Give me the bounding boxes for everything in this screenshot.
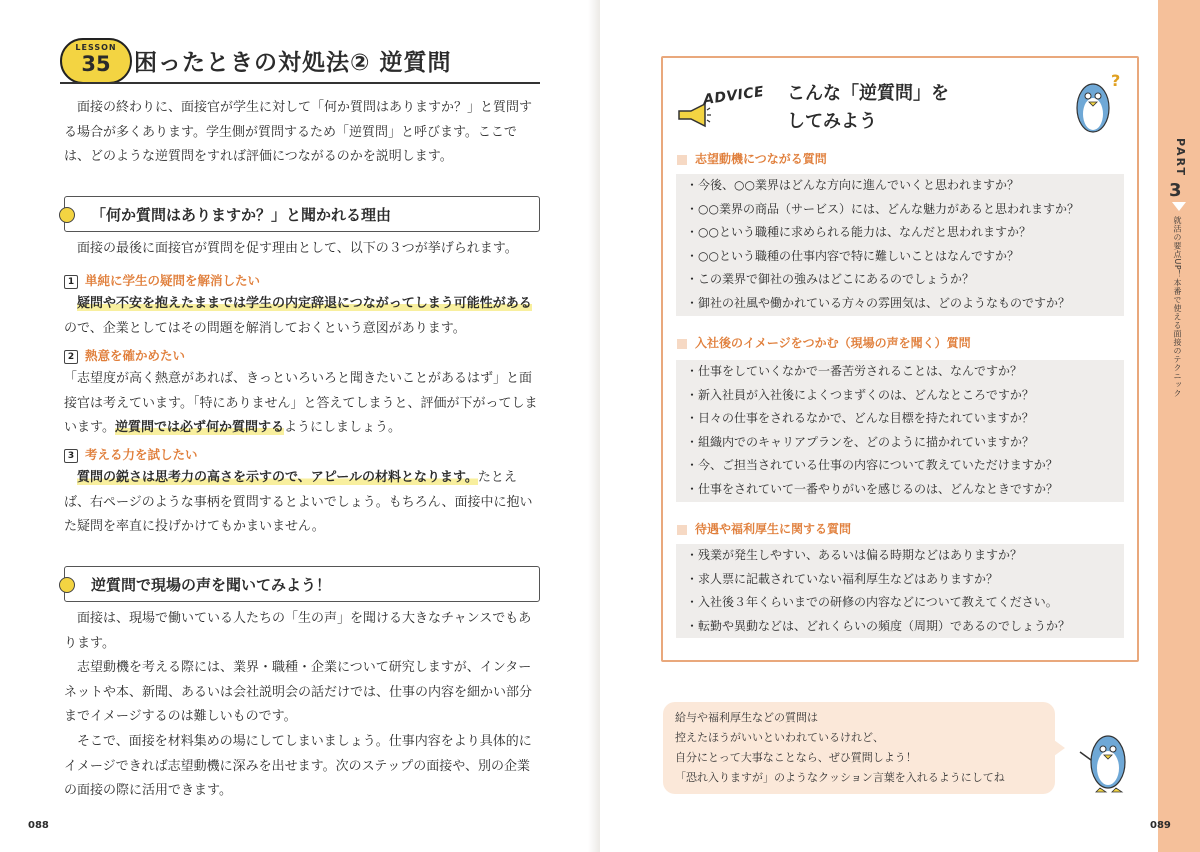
reason-body	[64, 466, 542, 540]
svg-text:?: ?	[1111, 71, 1121, 90]
part-number: 3	[1169, 180, 1182, 201]
page-number-left: 088	[28, 820, 49, 831]
part-tab	[1158, 0, 1200, 852]
question-item: ・今後、○○業界はどんな方向に進んでいくと思われますか？	[686, 178, 1019, 192]
category-title-image	[677, 334, 971, 351]
paragraph: そこで、面接を材料集めの場にしてしまいましょう。仕事内容をより具体的にイメージできれば志望動機に深みを出せます。次のステップの面接や、別の企業の面接の際に活用できます。	[64, 733, 532, 799]
title-underline	[60, 82, 540, 84]
bubble-line: 自分にとって大事なことなら、ぜひ質問しよう！	[675, 751, 917, 764]
bubble-line: 「恐れ入りますが」のようなクッション言葉を入れるようにしてね	[675, 771, 1005, 784]
section-heading-reason	[64, 196, 540, 232]
page-number-right: 089	[1150, 820, 1171, 831]
reason-heading	[64, 345, 542, 367]
advice-title	[787, 80, 949, 136]
section-heading-voice	[64, 566, 540, 602]
reason-item-3	[64, 444, 542, 540]
intro-paragraph: 面接の終わりに、面接官が学生に対して「何か質問はありますか？」と質問する場合が多くあります。学生側が質問するため「逆質問」と呼びます。ここでは、どのような逆質問をすれば評価につながるのかを説明します。	[64, 100, 533, 165]
number-box: 3	[64, 449, 78, 463]
question-item: ・新入社員が入社後によくつまずくのは、どんなところですか？	[686, 387, 1034, 402]
reason-item-2	[64, 345, 542, 441]
question-list-benefits	[676, 544, 1124, 638]
intro-text	[64, 96, 542, 170]
section1-lead	[64, 237, 542, 262]
advice-label: ADVICE	[702, 83, 766, 109]
number-box: 1	[64, 275, 78, 289]
lesson-number: 35	[81, 52, 111, 76]
question-item: ・御社の社風や働かれている方々の雰囲気は、どのようなものですか？	[686, 295, 1071, 310]
body-tail: ようにしましょう。	[283, 420, 401, 436]
question-item: ・残業が発生しやすい、あるいは偏る時期などはありますか？	[686, 548, 1023, 562]
category-label: 志望動機につながる質問	[695, 152, 827, 166]
reason-title: 熱意を確かめたい	[85, 348, 186, 363]
advice-panel	[661, 56, 1139, 662]
question-item: ・○○業界の商品（サービス）には、どんな魅力があると思われますか？	[686, 201, 1079, 216]
question-item: ・○○という職種に求められる能力は、なんだと思われますか？	[686, 225, 1031, 240]
lesson-label: LESSON	[75, 43, 117, 52]
reason-heading	[64, 444, 542, 466]
section2-text	[64, 607, 542, 804]
triangle-icon	[1172, 202, 1186, 211]
question-list-image	[676, 360, 1124, 502]
body-text: たとえば、右ページのような事柄を質問するとよいでしょう。もちろん、面接中に抱いた疑問を率直に投げかけてもかまいません。	[64, 470, 533, 535]
reason-heading	[64, 270, 542, 292]
highlighted-text: 疑問や不安を抱えたままでは学生の内定辞退につながってしまう可能性がある	[77, 296, 532, 311]
question-item: ・求人票に記載されていない福利厚生などはありますか？	[686, 571, 999, 586]
body-text: ので、企業としてはその問題を解消しておくという意図があります。	[64, 320, 466, 336]
body-text: 「志望度が高く熱意があれば、きっといろいろと聞きたいことがあるはず」と面接官は考えています。「特にありません」と答えてしまうと、評価が下がってしまいます。	[64, 371, 538, 436]
advice-title-line2: してみよう	[787, 111, 877, 132]
speech-bubble	[663, 702, 1055, 794]
reason-body	[64, 292, 542, 341]
reason-title: 単純に学生の疑問を解消したい	[85, 273, 261, 288]
question-item: ・仕事をしていくなかで一番苦労されることは、なんですか？	[686, 364, 1023, 378]
part-label: PART	[1174, 138, 1187, 178]
section-heading-text: 「何か質問はありますか？」と聞かれる理由	[91, 206, 392, 224]
question-item: ・仕事をされていて一番やりがいを感じるのは、どんなときですか？	[686, 481, 1059, 496]
category-label: 入社後のイメージをつかむ（現場の声を聞く）質問	[695, 336, 971, 350]
category-label: 待遇や福利厚生に関する質問	[695, 522, 852, 536]
highlighted-text: 逆質問では必ず何か質問する	[114, 420, 284, 436]
bubble-line: 給与や福利厚生などの質問は	[675, 711, 818, 724]
lead-text: 面接の最後に面接官が質問を促す理由として、以下の３つが挙げられます。	[77, 241, 518, 256]
left-page	[0, 0, 590, 852]
reason-body	[64, 367, 542, 441]
question-item: ・今、ご担当されている仕事の内容について教えていただけますか？	[686, 458, 1058, 473]
part-subtitle: 就活の要点UP！本番で使える面接のテクニック	[1173, 216, 1182, 398]
question-item: ・入社後３年くらいまでの研修の内容などについて教えてください。	[686, 595, 1058, 610]
question-list-motive	[676, 174, 1124, 316]
reason-title: 考える力を試したい	[85, 447, 198, 462]
question-item: ・転勤や異動などは、どれくらいの頻度（周期）であるのでしょうか？	[686, 618, 1071, 633]
question-item: ・この業界で御社の強みはどこにあるのでしょうか？	[686, 272, 975, 287]
category-title-benefits	[677, 520, 851, 537]
bubble-line: 控えたほうがいいといわれているけれど、	[675, 731, 884, 744]
paragraph: 面接は、現場で働いている人たちの「生の声」を聞ける大きなチャンスでもあります。	[64, 611, 532, 651]
penguin-mascot-icon	[1078, 722, 1136, 794]
paragraph: 志望動機を考える際には、業界・職種・企業について研究しますが、インターネットや本、新聞、あるいは会社説明会の話だけでは、仕事の内容を細かい部分までイメージするのは難しいものです。	[64, 660, 533, 725]
page-title: 困ったときの対処法② 逆質問	[134, 50, 452, 76]
reason-item-1	[64, 270, 542, 341]
question-item: ・日々の仕事をされるなかで、どんな目標を持たれていますか？	[686, 411, 1034, 426]
penguin-mascot-icon	[1069, 68, 1125, 138]
highlighted-text: 質問の鋭さは思考力の高さを示すので、アピールの材料となります。	[77, 470, 478, 485]
number-box: 2	[64, 350, 78, 364]
category-title-motive	[677, 150, 827, 167]
advice-title-line1: こんな「逆質問」を	[787, 83, 949, 104]
section-heading-text: 逆質問で現場の声を聞いてみよう！	[91, 576, 332, 594]
pin-icon	[59, 577, 75, 593]
pin-icon	[59, 207, 75, 223]
lesson-badge	[60, 38, 132, 84]
question-item: ・組織内でのキャリアプランを、どのように描かれていますか？	[686, 434, 1035, 449]
question-item: ・○○という職種の仕事内容で特に難しいことはなんですか？	[686, 248, 1019, 263]
